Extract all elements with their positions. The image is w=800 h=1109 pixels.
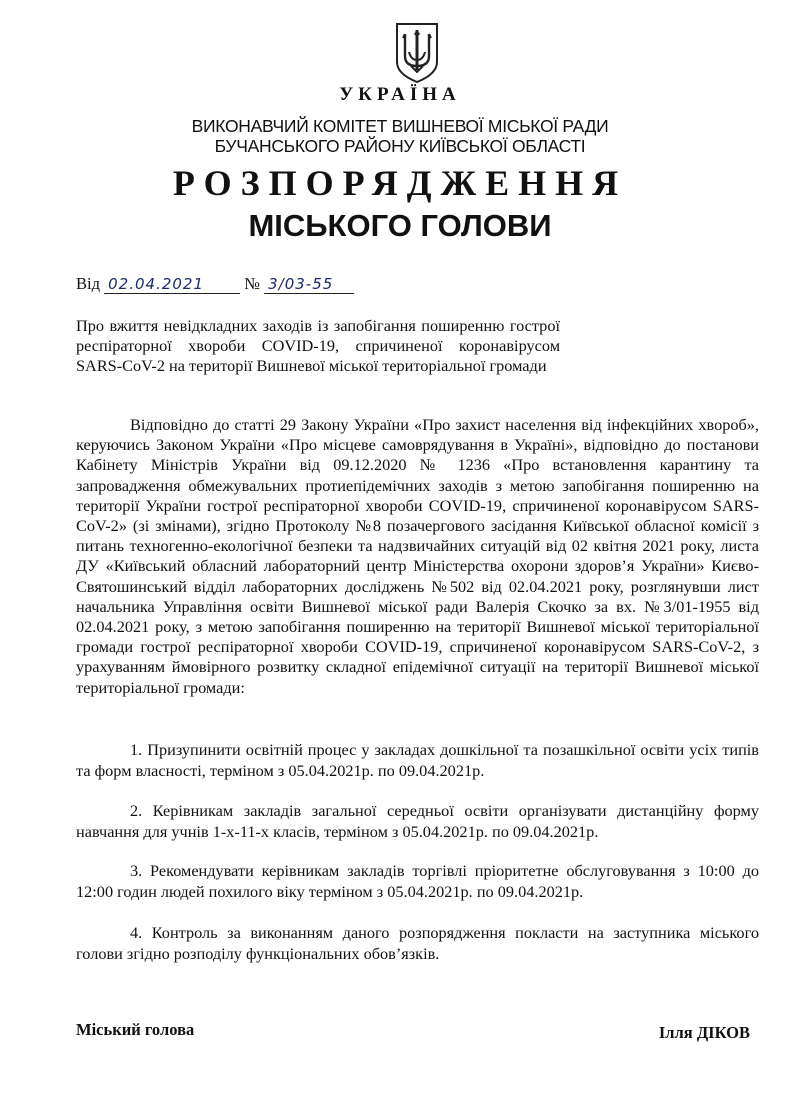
signature-role: Міський голова	[76, 1020, 195, 1039]
country-name: УКРАЇНА	[339, 84, 461, 105]
committee-line-2: БУЧАНСЬКОГО РАЙОНУ КИЇВСЬКОЇ ОБЛАСТІ	[214, 136, 586, 156]
number-label: №	[244, 274, 260, 293]
document-type: РОЗПОРЯДЖЕННЯ	[172, 163, 628, 203]
document-subtype: МІСЬКОГО ГОЛОВИ	[248, 208, 552, 243]
handwritten-date: 02.04.2021	[104, 275, 240, 294]
list-item-2: 2. Керівникам закладів загальної середньої освіти організувати дистанційну форму навчання для учнів 1-х-11-х класів, терміном з 05.04.2021р. по 09.04.2021р.	[76, 801, 759, 841]
signature-name: Ілля ДІКОВ	[658, 1023, 750, 1042]
list-item-3: 3. Рекомендувати керівникам закладів торгівлі пріоритетне обслуговування з 10:00 до 12:00 годин людей похилого віку терміном з 05.04.2021р. по 09.04.2021р.	[76, 861, 759, 901]
preamble-paragraph: Відповідно до статті 29 Закону України «Про захист населення від інфекційних хвороб», керуючись Законом України «Про місцеве самоврядування в Україні», відповідно до постанови Кабінету Міністрів України від 09.12.2020 № 1236 «Про встановлення карантину та запровадження обмежувальних протиепідемічних заходів з метою запобігання поширенню на території України гострої респіраторної хвороби COVID-19, спричиненої коронавірусом SARS-CoV-2» (зі змінами), згідно Протоколу №8 позачергового засідання Київської обласної комісії з питань техногенно-екологічної безпеки та надзвичайних ситуацій від 02 квітня 2021 року, листа ДУ «Київський обласний лабораторний центр Міністерства охорони здоров’я України» Києво-Святошинський відділ лабораторних досліджень №502 від 02.04.2021 року, розглянувши лист начальника Управління освіти Вишневої міської ради Валерія Скочко за вх. №3/01-1955 від 02.04.2021 року, з метою запобігання поширенню на території Вишневої міської територіальної громади гострої респіраторної хвороби COVID-19, спричиненої коронавірусом SARS-CoV-2, з урахуванням ймовірного розвитку складної епідемічної ситуації на території Вишневої міської територіальної громади:	[76, 415, 759, 697]
list-item-4: 4. Контроль за виконанням даного розпорядження покласти на заступника міського голови згідно розподілу функціональних обов’язків.	[76, 923, 759, 963]
list-item-1: 1. Призупинити освітній процес у закладах дошкільної та позашкільної освіти усіх типів та форм власності, терміном з 05.04.2021р. по 09.04.2021р.	[76, 740, 759, 780]
document-title: Про вжиття невідкладних заходів із запобігання поширенню гострої респіраторної хвороби COVID-19, спричиненої коронавірусом SARS-CoV-2 на території Вишневої міської територіальної громади	[76, 316, 560, 375]
date-number-line	[76, 274, 354, 294]
trident-coat-of-arms-icon	[395, 22, 439, 84]
date-label: Від	[76, 274, 100, 293]
handwritten-number: 3/03-55	[264, 275, 354, 294]
committee-line-1: ВИКОНАВЧИЙ КОМІТЕТ ВИШНЕВОЇ МІСЬКОЇ РАДИ	[191, 116, 609, 136]
